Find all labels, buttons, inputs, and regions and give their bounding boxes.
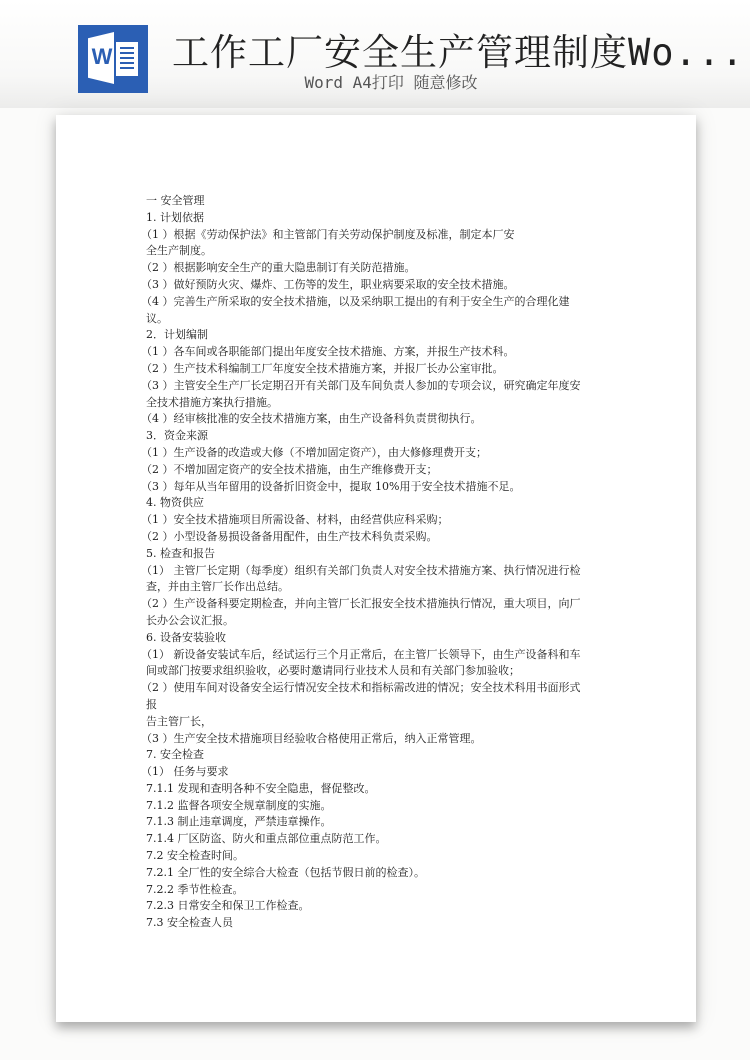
paragraph-line: （4 ）经审核批准的安全技术措施方案，由生产设备科负责贯彻执行。: [141, 412, 482, 426]
paragraph-line: 7.1.4 厂区防盗、防火和重点部位重点防范工作。: [146, 832, 387, 846]
paragraph-line: （1 ）生产设备的改造或大修（不增加固定资产），由大修修理费开支；: [141, 445, 487, 459]
paragraph-line: （1） 主管厂长定期（每季度）组织有关部门负责人对安全技术措施方案、执行情况进行检: [141, 563, 581, 577]
subsection-heading: 5. 检查和报告: [146, 546, 215, 560]
paragraph-line: 议。: [146, 311, 168, 325]
paragraph-line: （3 ）每年从当年留用的设备折旧资金中，提取 10%用于安全技术措施不足。: [141, 479, 521, 493]
paragraph-line: （2 ）生产设备科要定期检查，并向主管厂长汇报安全技术措施执行情况，重大项目，向厂: [141, 597, 581, 611]
paragraph-line: （3 ）主管安全生产厂长定期召开有关部门及车间负责人参加的专项会议，研究确定年度安: [141, 378, 581, 392]
paragraph-line: 7.1.2 监督各项安全规章制度的实施。: [146, 798, 332, 812]
paragraph-line: 告主管厂长，: [146, 714, 212, 728]
paragraph-line: 长办公会议汇报。: [146, 613, 234, 627]
paragraph-line: 7.2.1 全厂性的安全综合大检查（包括节假日前的检查）。: [146, 865, 425, 879]
subsection-heading: 7. 安全检查: [146, 748, 204, 762]
paragraph-line: 报: [146, 697, 157, 711]
paragraph-line: （2 ）根据影响安全生产的重大隐患制订有关防范措施。: [141, 261, 416, 275]
paragraph-line: 全技术措施方案执行措施。: [146, 395, 278, 409]
subsection-heading: 4. 物资供应: [146, 496, 204, 510]
paragraph-line: 7.2.3 日常安全和保卫工作检查。: [146, 899, 310, 913]
document-title: 工作工厂安全生产管理制度Wo...: [172, 31, 745, 74]
word-icon-letter: W: [91, 44, 113, 69]
paragraph-line: 全生产制度。: [146, 244, 212, 258]
paragraph-line: 7.1.3 制止违章调度，严禁违章操作。: [146, 815, 332, 829]
document-body: [141, 193, 606, 932]
subsection-heading: 6. 设备安装验收: [146, 630, 226, 644]
paragraph-line: 7.2.2 季节性检查。: [146, 882, 244, 896]
paragraph-line: 7.3 安全检查人员: [146, 916, 233, 930]
document-subtitle: Word A4打印 随意修改: [304, 73, 478, 92]
preview-header: [0, 0, 750, 108]
paragraph-line: （1） 任务与要求: [141, 765, 229, 779]
paragraph-line: 间或部门按要求组织验收，必要时邀请同行业技术人员和有关部门参加验收；: [146, 664, 520, 678]
document-page: [56, 115, 696, 1022]
paragraph-line: 查，并由主管厂长作出总结。: [146, 580, 289, 594]
paragraph-line: （3 ）生产安全技术措施项目经验收合格使用正常后，纳入正常管理。: [141, 731, 482, 745]
paragraph-line: （1 ）安全技术措施项目所需设备、材料，由经营供应科采购；: [141, 513, 449, 527]
section-heading: 一 安全管理: [146, 194, 205, 207]
paragraph-line: （4 ）完善生产所采取的安全技术措施，以及采纳职工提出的有利于安全生产的合理化建: [141, 294, 570, 308]
paragraph-line: 7.1.1 发现和查明各种不安全隐患，督促整改。: [146, 781, 376, 795]
subsection-heading: 1. 计划依据: [146, 210, 204, 224]
paragraph-line: （2 ）小型设备易损设备备用配件，由生产技术科负责采购。: [141, 529, 438, 543]
paragraph-line: （3 ）做好预防火灾、爆炸、工伤等的发生，职业病要采取的安全技术措施。: [141, 277, 515, 291]
paragraph-line: （1） 新设备安装试车后，经试运行三个月正常后，在主管厂长领导下，由生产设备科和车: [141, 647, 581, 661]
paragraph-line: （2 ）生产技术科编制工厂年度安全技术措施方案，并报厂长办公室审批。: [141, 361, 504, 375]
paragraph-line: （1 ）根据《劳动保护法》和主管部门有关劳动保护制度及标准，制定本厂安: [141, 227, 515, 241]
paragraph-line: （2 ）不增加固定资产的安全技术措施，由生产维修费开支；: [141, 462, 438, 476]
paragraph-line: 7.2 安全检查时间。: [146, 849, 244, 863]
subsection-heading: 2．计划编制: [146, 328, 208, 342]
paragraph-line: （1 ）各车间或各职能部门提出年度安全技术措施、方案，并报生产技术科。: [141, 345, 515, 359]
paragraph-line: （2 ）使用车间对设备安全运行情况安全技术和指标需改进的情况；安全技术科用书面形式: [141, 681, 581, 695]
subsection-heading: 3．资金来源: [146, 429, 208, 443]
